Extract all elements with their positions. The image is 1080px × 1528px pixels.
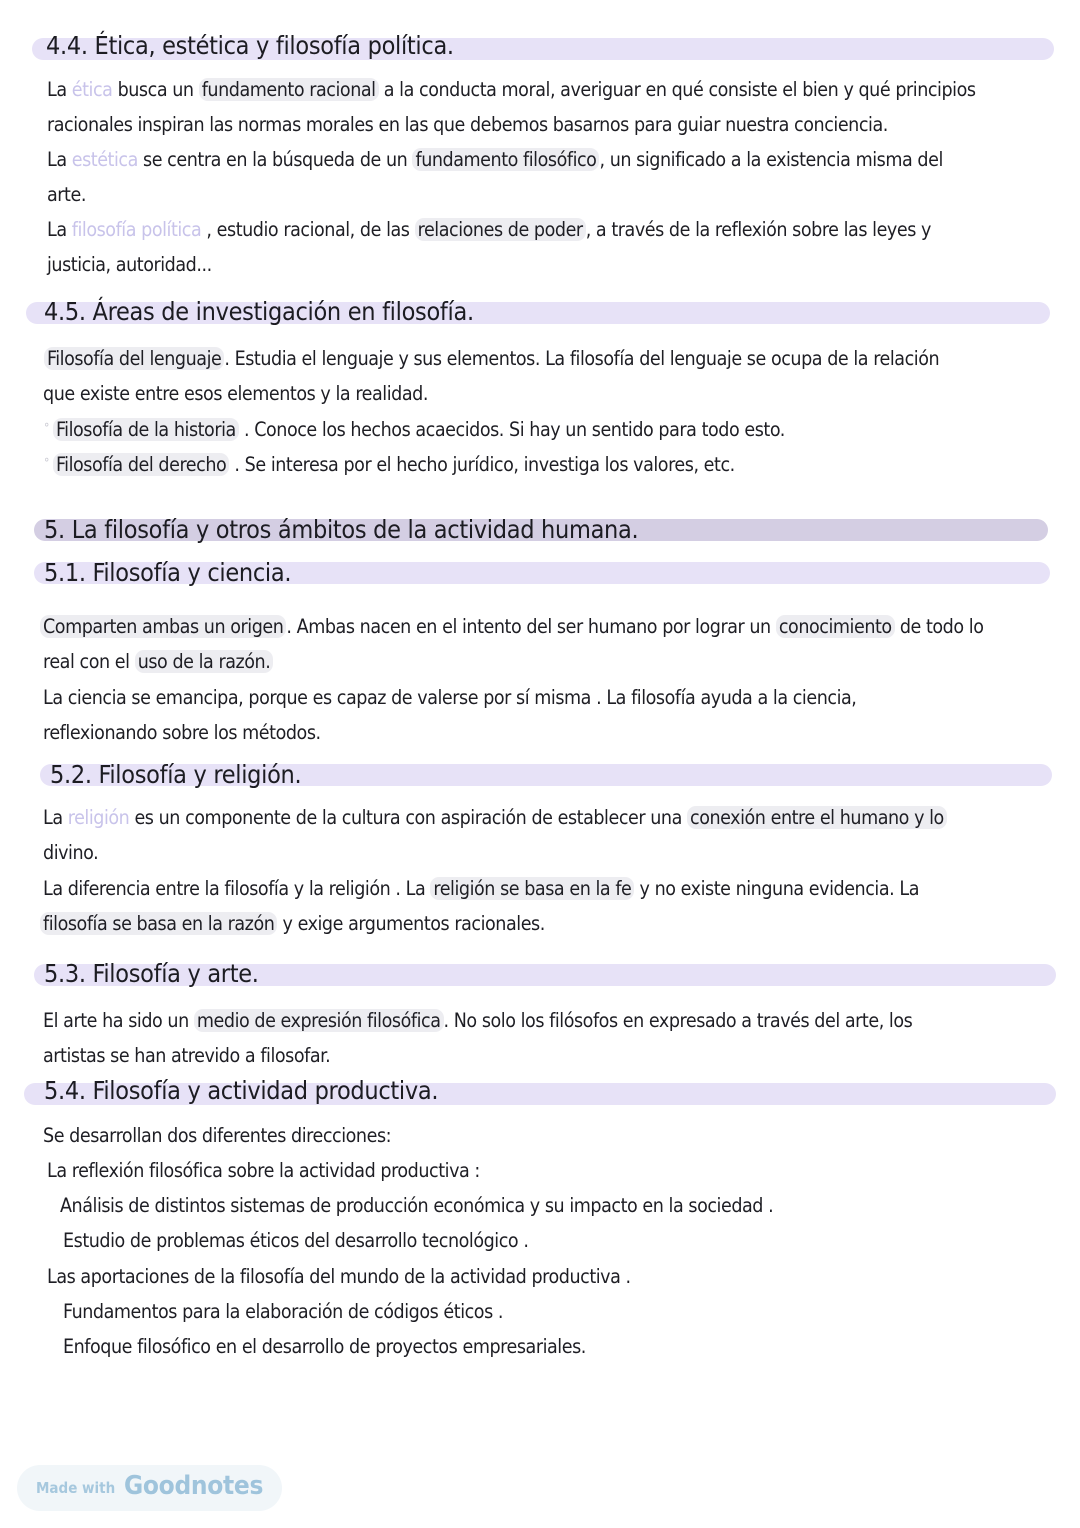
section-heading-5-1: 5.1. Filosofía y ciencia. [44,558,292,587]
paragraph-line: Las aportaciones de la filosofía del mundo de la actividad productiva . [47,1265,631,1288]
highlighted-text: Comparten ambas un origen [40,615,286,638]
text: La [43,806,68,829]
section-heading-4-5: 4.5. Áreas de investigación en filosofía. [44,297,474,326]
text: real con el [43,650,135,673]
text: La [47,218,72,241]
highlighted-text: fundamento racional [199,78,379,101]
paragraph-line: racionales inspiran las normas morales en las que debemos basarnos para guiar nuestra conciencia. [47,113,888,136]
highlighted-text: conocimiento [776,615,895,638]
text: El arte ha sido un [43,1009,194,1032]
paragraph-line [40,615,983,638]
list-item [63,1335,586,1358]
text: y exige argumentos racionales. [277,912,545,935]
text: Enfoque filosófico en el desarrollo de proyectos empresariales. [63,1335,586,1358]
paragraph-line: arte. [47,183,86,206]
highlighted-text: medio de expresión filosófica [194,1009,444,1032]
paragraph-line [40,912,545,935]
paragraph-line [43,1009,912,1032]
text: . Estudia el lenguaje y sus elementos. La filosofía del lenguaje se ocupa de la relación [224,347,940,370]
text: , a través de la reflexión sobre las leyes y [585,218,931,241]
section-heading-5-2: 5.2. Filosofía y religión. [50,760,302,789]
list-item [63,1229,528,1252]
term-political-philosophy: filosofía política [71,218,202,241]
paragraph-line: divino. [43,841,99,864]
paragraph-line: justicia, autoridad... [47,253,212,276]
section-heading-5-4: 5.4. Filosofía y actividad productiva. [44,1076,439,1105]
bullet-icon: ° [44,456,49,470]
text: La [47,148,72,171]
paragraph-line: La reflexión filosófica sobre la actividad productiva : [47,1159,480,1182]
highlighted-text: fundamento filosófico [412,148,599,171]
bullet-icon: ° [44,421,49,435]
text: , estudio racional, de las [201,218,415,241]
highlighted-text: filosofía se basa en la razón [40,912,277,935]
section-heading-5-3: 5.3. Filosofía y arte. [44,959,259,988]
paragraph-line [47,78,976,101]
goodnotes-logo: Goodnotes [124,1471,264,1501]
text: Análisis de distintos sistemas de producción económica y su impacto en la sociedad . [60,1194,774,1217]
paragraph-line [43,877,919,900]
term-religion: religión [67,806,130,829]
highlighted-text: uso de la razón. [135,650,274,673]
text: . Conoce los hechos acaecidos. Si hay un sentido para todo esto. [238,418,785,441]
text: , un significado a la existencia misma del [599,148,943,171]
made-with-label: Made with [36,1479,116,1497]
paragraph-line [43,806,947,829]
highlighted-text: religión se basa en la fe [430,877,634,900]
text: y no existe ninguna evidencia. La [634,877,919,900]
text: Fundamentos para la elaboración de códigos éticos . [63,1300,504,1323]
text: se centra en la búsqueda de un [137,148,413,171]
paragraph-line: artistas se han atrevido a filosofar. [43,1044,331,1067]
goodnotes-badge[interactable] [17,1465,282,1511]
paragraph-line: Se desarrollan dos diferentes direcciones: [43,1124,392,1147]
highlighted-text: relaciones de poder [415,218,586,241]
paragraph-line: que existe entre esos elementos y la realidad. [43,382,428,405]
section-heading-4-4: 4.4. Ética, estética y filosofía política. [46,31,454,60]
text: de todo lo [894,615,984,638]
text: . Ambas nacen en el intento del ser humano por lograr un [286,615,776,638]
text: Estudio de problemas éticos del desarrollo tecnológico . [63,1229,529,1252]
text: . Se interesa por el hecho jurídico, investiga los valores, etc. [229,453,735,476]
text: es un componente de la cultura con aspiración de establecer una [129,806,688,829]
paragraph-line [43,650,273,673]
paragraph-line: La ciencia se emancipa, porque es capaz de valerse por sí misma . La filosofía ayuda a la ciencia, [43,686,857,709]
list-item [44,418,785,441]
highlighted-text: Filosofía del lenguaje [44,347,224,370]
text: a la conducta moral, averiguar en qué consiste el bien y qué principios [378,78,976,101]
paragraph-line [47,148,943,171]
term-ethics: ética [71,78,113,101]
text: . No solo los filósofos en expresado a través del arte, los [443,1009,913,1032]
paragraph-line [47,218,931,241]
term-aesthetics: estética [71,148,138,171]
paragraph-line: reflexionando sobre los métodos. [43,721,321,744]
highlighted-text: Filosofía del derecho [53,453,229,476]
list-item [44,347,939,370]
list-item [44,453,735,476]
list-item [63,1300,503,1323]
text: La diferencia entre la filosofía y la religión . La [43,877,431,900]
highlighted-text: conexión entre el humano y lo [687,806,947,829]
text: La [47,78,72,101]
text: busca un [112,78,199,101]
list-item [60,1194,773,1217]
section-heading-5: 5. La filosofía y otros ámbitos de la actividad humana. [44,515,639,544]
highlighted-text: Filosofía de la historia [53,418,239,441]
